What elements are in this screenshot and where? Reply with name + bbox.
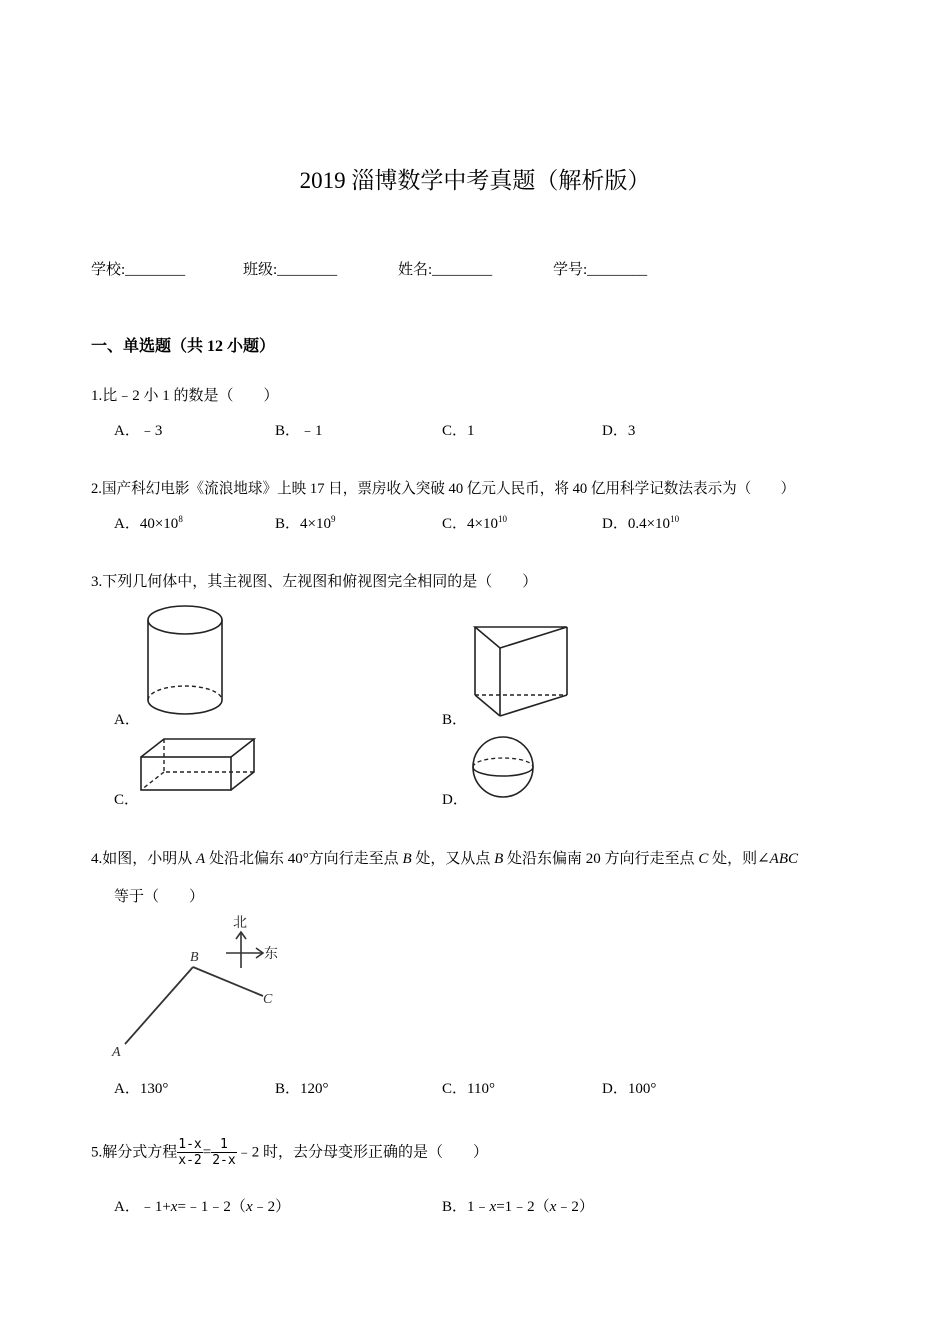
q5-option-b: B．1﹣x=1﹣2（x﹣2） <box>442 1199 594 1215</box>
school-field: 学校:________ <box>91 262 186 278</box>
point-c-label: C <box>263 992 273 1007</box>
question-3-stem: 3.下列几何体中，其主视图、左视图和俯视图完全相同的是（ ） <box>91 574 538 590</box>
q2-option-b: B．$4\times 10^9$ <box>275 514 336 532</box>
north-label: 北 <box>233 915 247 931</box>
q1-option-c: C．1 <box>442 423 475 439</box>
class-field: 班级:________ <box>243 262 338 278</box>
cylinder-icon <box>140 600 230 720</box>
q3-option-a: A． <box>114 712 140 728</box>
point-b-label: B <box>190 950 199 965</box>
q5-option-a: A．﹣1+x=﹣1﹣2（x﹣2） <box>114 1199 291 1215</box>
question-5-stem: 5.解分式方程 $\frac{1-x}{x-2}$ = $\frac{1}{2-x}$ ﹣2 时，去分母变形正确的是（ ） <box>91 1137 488 1168</box>
question-2-stem: 2.国产科幻电影《流浪地球》上映 17 日，票房收入突破 40 亿元人民币，将 40 亿用科学记数法表示为（ ） <box>91 481 796 497</box>
cuboid-icon <box>138 735 260 795</box>
compass-icon <box>226 932 263 968</box>
q3-option-c: C． <box>114 792 140 808</box>
fraction-1: $\frac{1-x}{x-2}$ <box>178 1137 202 1168</box>
q3-option-d: D． <box>442 792 468 808</box>
fraction-2: $\frac{1}{2-x}$ <box>212 1137 236 1168</box>
triangular-prism-icon <box>468 620 573 725</box>
student-number-field: 学号:________ <box>553 262 648 278</box>
question-1-stem: 1.比﹣2 小 1 的数是（ ） <box>91 388 279 404</box>
q1-option-a: A．﹣3 <box>114 423 163 439</box>
name-field: 姓名:________ <box>398 262 493 278</box>
q2-option-c: C．$4\times 10^{10}$ <box>442 514 507 532</box>
q4-option-c: C．110° <box>442 1081 495 1097</box>
east-label: 东 <box>264 946 278 962</box>
point-a-label: A <box>112 1045 121 1060</box>
q1-option-b: B．﹣1 <box>275 423 323 439</box>
question-4-stem: 4.如图，小明从 A 处沿北偏东 40°方向行走至点 B 处，又从点 B 处沿东偏南 20 方向行走至点 C 处，则∠ABC <box>91 851 798 867</box>
direction-figure <box>100 910 300 1060</box>
q2-option-a: A．$40\times 10^8$ <box>114 514 183 532</box>
sphere-icon <box>470 735 536 801</box>
q4-option-b: B．120° <box>275 1081 329 1097</box>
q1-option-d: D．3 <box>602 423 636 439</box>
q4-option-a: A．130° <box>114 1081 169 1097</box>
section-heading: 一、单选题（共 12 小题） <box>91 338 276 355</box>
q4-option-d: D．100° <box>602 1081 657 1097</box>
question-4-stem-line2: 等于（ ） <box>114 889 205 905</box>
q2-option-d: D．$0.4\times 10^{10}$ <box>602 514 680 532</box>
page-title: 2019 淄博数学中考真题（解析版） <box>299 168 651 193</box>
q3-option-b: B． <box>442 712 468 728</box>
